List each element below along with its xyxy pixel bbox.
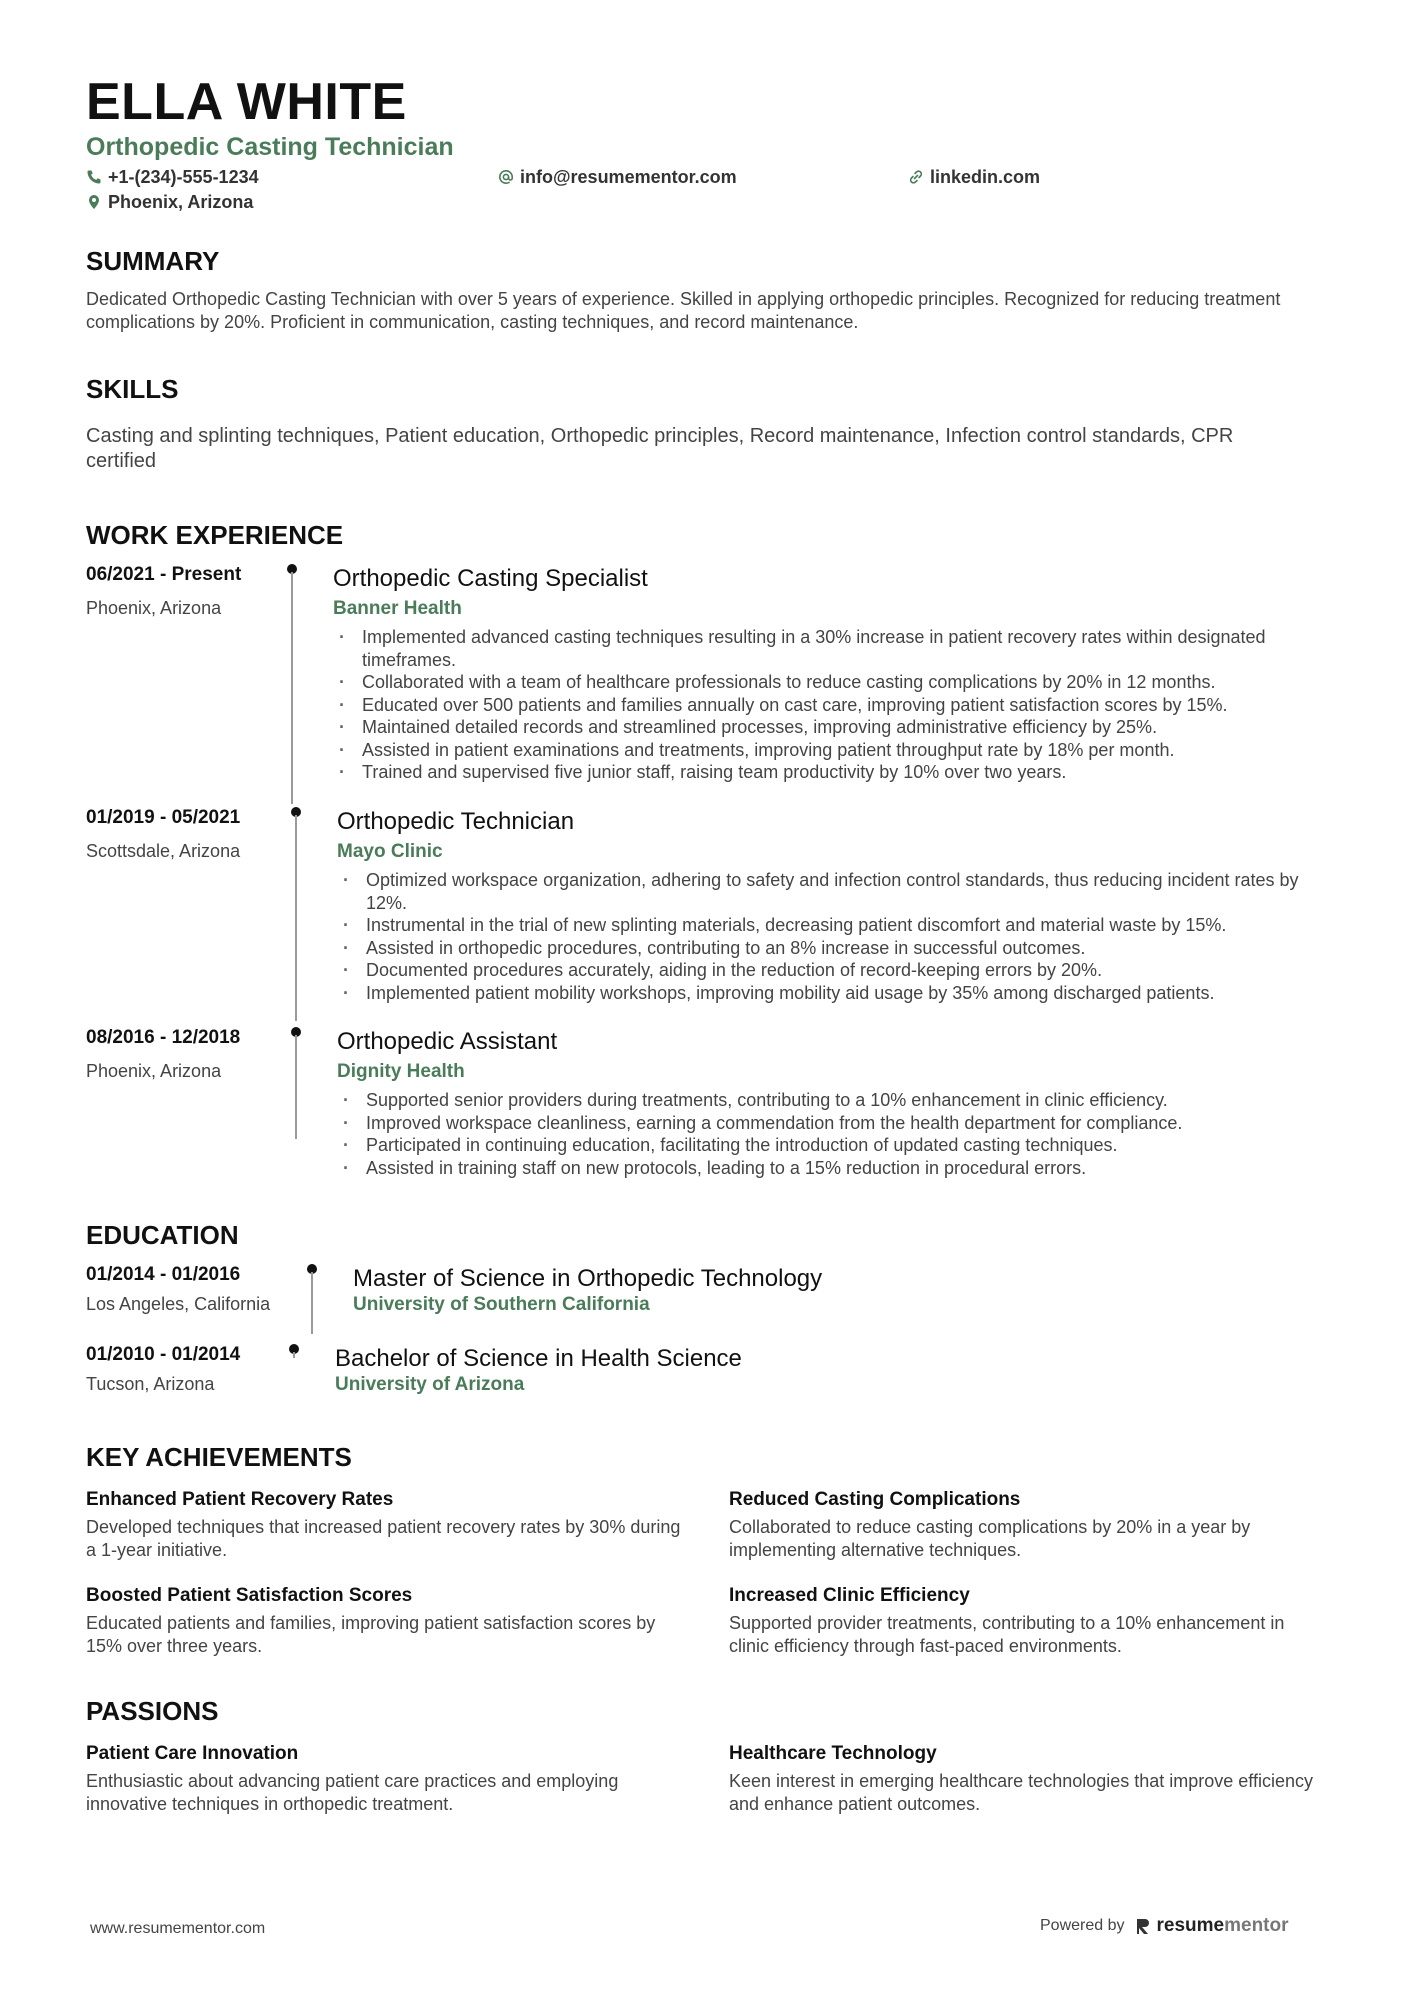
timeline-line (291, 572, 293, 804)
education-location: Tucson, Arizona (86, 1374, 215, 1394)
job-company: Dignity Health (337, 1061, 465, 1082)
candidate-role: Orthopedic Casting Technician (86, 133, 454, 161)
job-location: Scottsdale, Arizona (86, 841, 241, 861)
education-entry (86, 1264, 1336, 1324)
job-location: Phoenix, Arizona (86, 598, 222, 618)
powered-by-label: Powered by (1040, 1917, 1125, 1934)
passions-heading: PASSIONS (86, 1696, 219, 1726)
summary-text: Dedicated Orthopedic Casting Technician with over 5 years of experience. Skilled in applying orthopedic principles. Recognized for reducing treatment complications by 20%. Proficient in communication, casting techniques, and record maintenance. (86, 289, 1281, 332)
email-text: info@resumementor.com (520, 167, 737, 187)
job-bullet: · Maintained detailed records and streamlined processes, improving administrative efficiency by 25%. (333, 716, 1313, 739)
education-location: Los Angeles, California (86, 1294, 271, 1314)
work-experience-heading: WORK EXPERIENCE (86, 520, 344, 550)
job-bullet: · Implemented patient mobility workshops, improving mobility aid usage by 35% among discharged patients. (337, 982, 1317, 1005)
job-bullet: · Implemented advanced casting techniques resulting in a 30% increase in patient recovery rates within designated timeframes. (333, 626, 1313, 671)
achievement-item (729, 1584, 1329, 1658)
job-bullets (337, 869, 1317, 1004)
brand-logo[interactable] (1135, 1915, 1289, 1937)
summary-heading: SUMMARY (86, 246, 220, 276)
job-bullets (337, 1089, 1317, 1179)
location-pin-icon (86, 194, 102, 210)
candidate-name: ELLA WHITE (86, 73, 407, 131)
job-title: Orthopedic Technician (337, 808, 575, 835)
job-company: Mayo Clinic (337, 841, 443, 862)
achievement-text: Collaborated to reduce casting complications by 20% in a year by implementing alternative techniques. (729, 1517, 1251, 1560)
job-date: 01/2019 - 05/2021 (86, 807, 241, 828)
education-date: 01/2010 - 01/2014 (86, 1344, 241, 1365)
phone-icon (86, 169, 102, 185)
email-contact[interactable] (498, 166, 737, 188)
achievement-text: Supported provider treatments, contributing to a 10% enhancement in clinic efficiency through fast-paced environments. (729, 1613, 1285, 1656)
achievement-heading: Boosted Patient Satisfaction Scores (86, 1585, 413, 1606)
skills-heading: SKILLS (86, 374, 179, 404)
footer-powered-by (1040, 1915, 1289, 1937)
job-bullet: · Educated over 500 patients and families annually on cast care, improving patient satisfaction scores by 15%. (333, 694, 1313, 717)
job-bullet: · Optimized workspace organization, adhering to safety and infection control standards, thus reducing incident rates by 12%. (337, 869, 1317, 914)
job-bullet: · Collaborated with a team of healthcare professionals to reduce casting complications by 20% in 12 months. (333, 671, 1313, 694)
education-date: 01/2014 - 01/2016 (86, 1264, 241, 1285)
location-contact (86, 191, 253, 213)
footer-website-link[interactable]: www.resumementor.com (90, 1920, 266, 1937)
job-bullets (333, 626, 1313, 784)
achievement-heading: Increased Clinic Efficiency (729, 1585, 970, 1606)
job-bullet: · Supported senior providers during treatments, contributing to a 10% enhancement in clinic efficiency. (337, 1089, 1317, 1112)
timeline-line (295, 815, 297, 1021)
linkedin-text: linkedin.com (930, 167, 1041, 187)
at-icon (498, 169, 514, 185)
education-heading: EDUCATION (86, 1220, 239, 1250)
education-school: University of Arizona (335, 1374, 525, 1395)
achievements-heading: KEY ACHIEVEMENTS (86, 1442, 352, 1472)
job-date: 06/2021 - Present (86, 564, 242, 585)
achievement-heading: Enhanced Patient Recovery Rates (86, 1489, 394, 1510)
job-date: 08/2016 - 12/2018 (86, 1027, 241, 1048)
job-entry (86, 807, 1336, 1007)
skills-text: Casting and splinting techniques, Patient education, Orthopedic principles, Record maintenance, Infection control standards, CPR certified (86, 425, 1234, 472)
achievement-text: Developed techniques that increased patient recovery rates by 30% during a 1-year initiative. (86, 1517, 681, 1560)
job-entry (86, 1027, 1336, 1177)
achievement-item (86, 1584, 686, 1658)
education-degree: Bachelor of Science in Health Science (335, 1345, 742, 1372)
education-degree: Master of Science in Orthopedic Technology (353, 1265, 823, 1292)
location-text: Phoenix, Arizona (108, 192, 254, 212)
job-title: Orthopedic Assistant (337, 1028, 558, 1055)
job-bullet: · Participated in continuing education, facilitating the introduction of updated casting techniques. (337, 1134, 1317, 1157)
timeline-line (295, 1035, 297, 1139)
achievement-heading: Reduced Casting Complications (729, 1489, 1021, 1510)
brand-name-part2: mentor (1224, 1915, 1289, 1936)
job-title: Orthopedic Casting Specialist (333, 565, 648, 592)
education-entry (86, 1344, 1336, 1404)
passion-text: Keen interest in emerging healthcare technologies that improve efficiency and enhance patient outcomes. (729, 1771, 1314, 1814)
timeline-line (311, 1272, 313, 1334)
linkedin-contact[interactable] (908, 166, 1040, 188)
phone-text: +1-(234)-555-1234 (108, 167, 259, 187)
passion-heading: Healthcare Technology (729, 1743, 937, 1764)
job-bullet: · Improved workspace cleanliness, earning a commendation from the health department for compliance. (337, 1112, 1317, 1135)
job-bullet: · Assisted in patient examinations and treatments, improving patient throughput rate by 18% per month. (333, 739, 1313, 762)
passion-item (729, 1742, 1329, 1816)
achievement-item (729, 1488, 1329, 1562)
job-bullet: · Documented procedures accurately, aiding in the reduction of record-keeping errors by 20%. (337, 959, 1317, 982)
link-icon (908, 169, 924, 185)
job-bullet: · Trained and supervised five junior staff, raising team productivity by 10% over two years. (333, 761, 1313, 784)
passion-text: Enthusiastic about advancing patient care practices and employing innovative techniques in orthopedic treatment. (86, 1771, 619, 1814)
timeline-line (293, 1352, 295, 1358)
passion-item (86, 1742, 686, 1816)
brand-name-part1: resume (1156, 1915, 1225, 1936)
job-bullet: · Assisted in training staff on new protocols, leading to a 15% reduction in procedural errors. (337, 1157, 1317, 1180)
job-bullet: · Assisted in orthopedic procedures, contributing to an 8% increase in successful outcomes. (337, 937, 1317, 960)
passion-heading: Patient Care Innovation (86, 1743, 299, 1764)
phone-contact (86, 166, 259, 188)
education-school: University of Southern California (353, 1294, 650, 1315)
achievement-text: Educated patients and families, improving patient satisfaction scores by 15% over three years. (86, 1613, 656, 1656)
brand-logo-icon (1135, 1917, 1151, 1935)
achievement-item (86, 1488, 686, 1562)
job-entry (86, 564, 1336, 784)
job-company: Banner Health (333, 598, 462, 619)
job-bullet: · Instrumental in the trial of new splinting materials, decreasing patient discomfort and material waste by 15%. (337, 914, 1317, 937)
job-location: Phoenix, Arizona (86, 1061, 222, 1081)
